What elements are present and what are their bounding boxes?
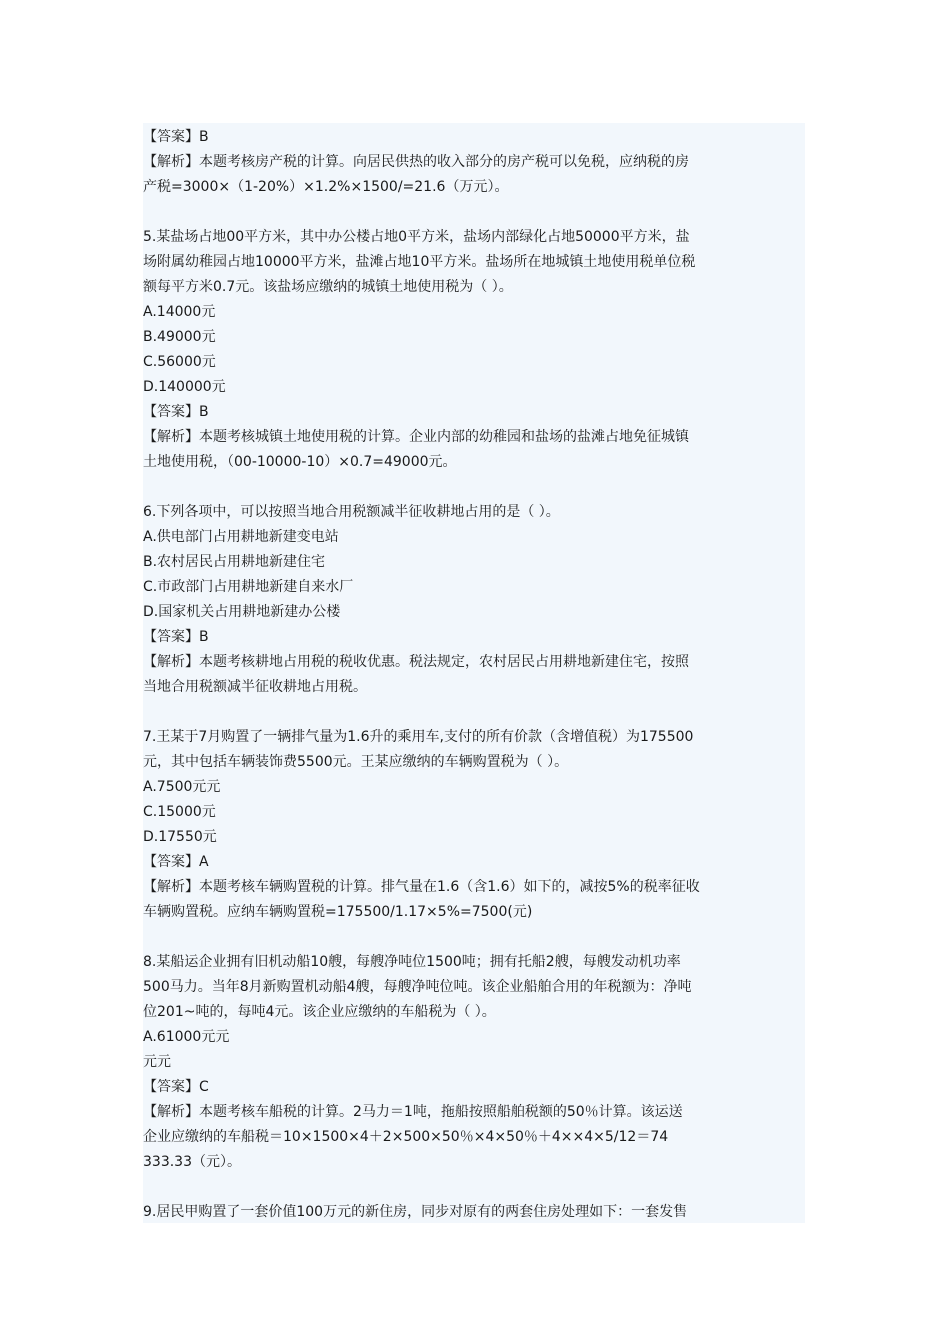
text-line: 企业应缴纳的车船税＝10×1500×4＋2×500×50％×4×50％＋4××4×5/12＝74 [143,1129,669,1145]
document-body [143,123,805,1223]
text-line: 【答案】C [143,1079,209,1095]
text-line: 【答案】B [143,404,209,420]
text-line: 9.居民甲购置了一套价值100万元的新住房，同步对原有的两套住房处理如下：一套发售 [143,1204,688,1220]
text-line: 8.某船运企业拥有旧机动船10艘，每艘净吨位1500吨；拥有托船2艘，每艘发动机功率 [143,954,681,970]
text-line: A.61000元元 [143,1029,230,1045]
text-line: 【解析】本题考核房产税的计算。向居民供热的收入部分的房产税可以免税，应纳税的房 [143,154,689,170]
text-line: 产税=3000×（1-20%）×1.2%×1500/=21.6（万元）。 [143,179,509,195]
text-line: 【解析】本题考核车辆购置税的计算。排气量在1.6（含1.6）如下的，减按5%的税率征收 [143,879,700,895]
text-line: 车辆购置税。应纳车辆购置税=175500/1.17×5%=7500(元) [143,904,533,920]
text-line: 位201~吨的，每吨4元。该企业应缴纳的车船税为（ ）。 [143,1004,496,1020]
text-line: 333.33（元）。 [143,1154,241,1170]
text-line: A.14000元 [143,304,216,320]
text-line: B.49000元 [143,329,216,345]
text-line: 6.下列各项中，可以按照当地合用税额减半征收耕地占用的是（ ）。 [143,504,560,520]
text-line: C.56000元 [143,354,216,370]
text-line: 【解析】本题考核城镇土地使用税的计算。企业内部的幼稚园和盐场的盐滩占地免征城镇 [143,429,689,445]
text-line: 5.某盐场占地00平方米，其中办公楼占地0平方米，盐场内部绿化占地50000平方米，盐 [143,229,690,245]
text-line: 元，其中包括车辆装饰费5500元。王某应缴纳的车辆购置税为（ ）。 [143,754,569,770]
text-line: C.15000元 [143,804,216,820]
text-line: A.供电部门占用耕地新建变电站 [143,529,339,545]
text-line: D.国家机关占用耕地新建办公楼 [143,604,341,620]
text-line: B.农村居民占用耕地新建住宅 [143,554,326,570]
text-line: 7.王某于7月购置了一辆排气量为1.6升的乘用车,支付的所有价款（含增值税）为175500 [143,729,694,745]
text-line: 土地使用税，（00-10000-10）×0.7=49000元。 [143,454,457,470]
text-line: C.市政部门占用耕地新建自来水厂 [143,579,354,595]
text-line: 当地合用税额减半征收耕地占用税。 [143,679,367,695]
text-line: D.17550元 [143,829,217,845]
text-line: A.7500元元 [143,779,221,795]
text-line: 【解析】本题考核车船税的计算。2马力＝1吨，拖船按照船舶税额的50％计算。该运送 [143,1104,683,1120]
text-line: 【答案】B [143,129,209,145]
text-line: 500马力。当年8月新购置机动船4艘，每艘净吨位吨。该企业船舶合用的年税额为：净吨 [143,979,692,995]
text-line: 【答案】A [143,854,209,870]
text-line: 额每平方米0.7元。该盐场应缴纳的城镇土地使用税为（ ）。 [143,279,513,295]
text-line: 场附属幼稚园占地10000平方米，盐滩占地10平方米。盐场所在地城镇土地使用税单位税 [143,254,696,270]
text-line: 元元 [143,1054,171,1070]
text-line: 【答案】B [143,629,209,645]
text-line: 【解析】本题考核耕地占用税的税收优惠。税法规定，农村居民占用耕地新建住宅，按照 [143,654,689,670]
text-line: D.140000元 [143,379,226,395]
